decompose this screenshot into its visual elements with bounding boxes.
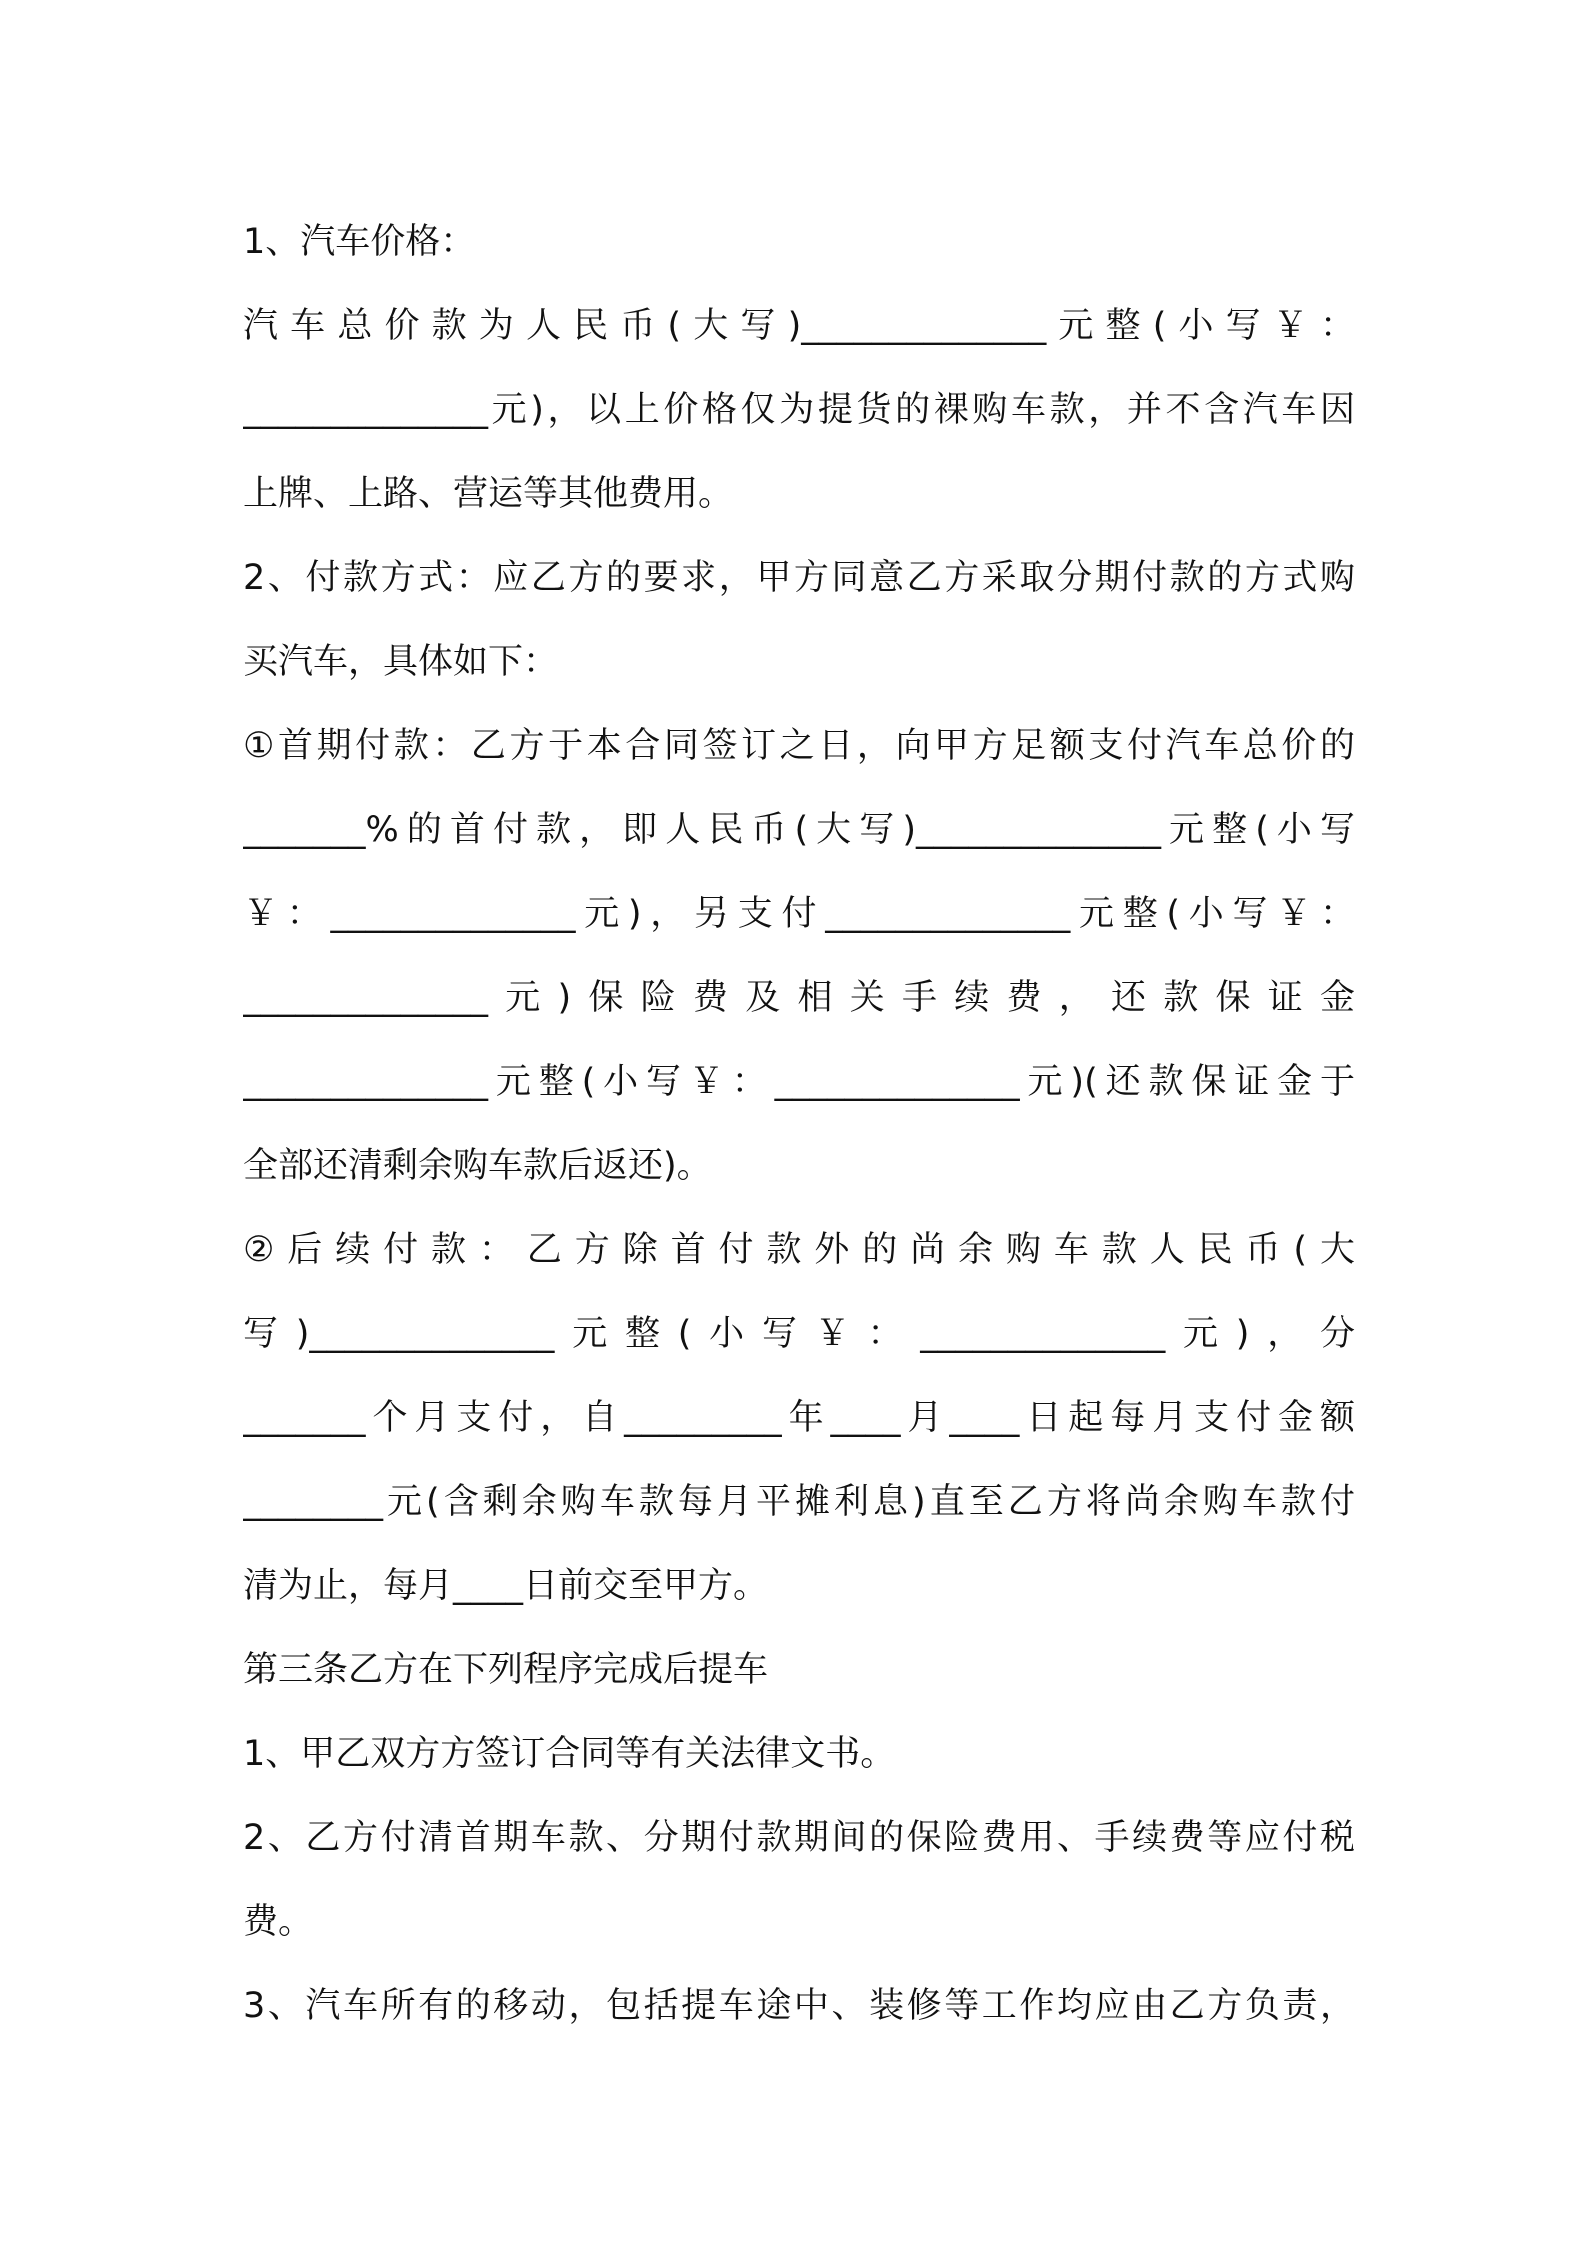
text-line: 上牌、上路、营运等其他费用。 xyxy=(243,474,734,514)
text-line: 汽车总价款为人民币(大写)______________元整(小写￥： xyxy=(243,306,1355,346)
text-line: ②后续付款：乙方除首付款外的尚余购车款人民币(大 xyxy=(243,1230,1355,1270)
text-line: 1、汽车价格： xyxy=(243,222,476,262)
text-line: ________元(含剩余购车款每月平摊利息)直至乙方将尚余购车款付 xyxy=(243,1482,1355,1522)
text-line: ①首期付款：乙方于本合同签订之日，向甲方足额支付汽车总价的 xyxy=(243,726,1355,766)
text-line: _______%的首付款，即人民币(大写)______________元整(小写 xyxy=(243,810,1355,850)
text-line: 1、甲乙双方方签订合同等有关法律文书。 xyxy=(243,1734,896,1774)
text-line: 清为止，每月____日前交至甲方。 xyxy=(243,1566,769,1606)
text-line: 买汽车，具体如下： xyxy=(243,642,559,682)
text-line: _______个月支付，自_________年____月____日起每月支付金额 xyxy=(243,1398,1355,1438)
contract-body xyxy=(243,200,1355,2048)
text-line: 写)______________元整(小写￥：______________元)，分 xyxy=(243,1314,1355,1354)
text-line: ______________元整(小写￥：______________元)(还款保证金于 xyxy=(243,1062,1355,1102)
text-line: 全部还清剩余购车款后返还)。 xyxy=(243,1146,712,1186)
text-line: 第三条乙方在下列程序完成后提车 xyxy=(243,1650,769,1690)
text-line: 3、汽车所有的移动，包括提车途中、装修等工作均应由乙方负责， xyxy=(243,1986,1355,2026)
text-line: ______________元)保险费及相关手续费，还款保证金 xyxy=(243,978,1355,1018)
text-line: ______________元)，以上价格仅为提货的裸购车款，并不含汽车因 xyxy=(243,390,1355,430)
text-line: 费。 xyxy=(243,1902,314,1942)
text-line: 2、付款方式：应乙方的要求，甲方同意乙方采取分期付款的方式购 xyxy=(243,558,1355,598)
text-line: 2、乙方付清首期车款、分期付款期间的保险费用、手续费等应付税 xyxy=(243,1818,1355,1858)
text-line: ￥：______________元)，另支付______________元整(小写￥： xyxy=(243,894,1355,934)
